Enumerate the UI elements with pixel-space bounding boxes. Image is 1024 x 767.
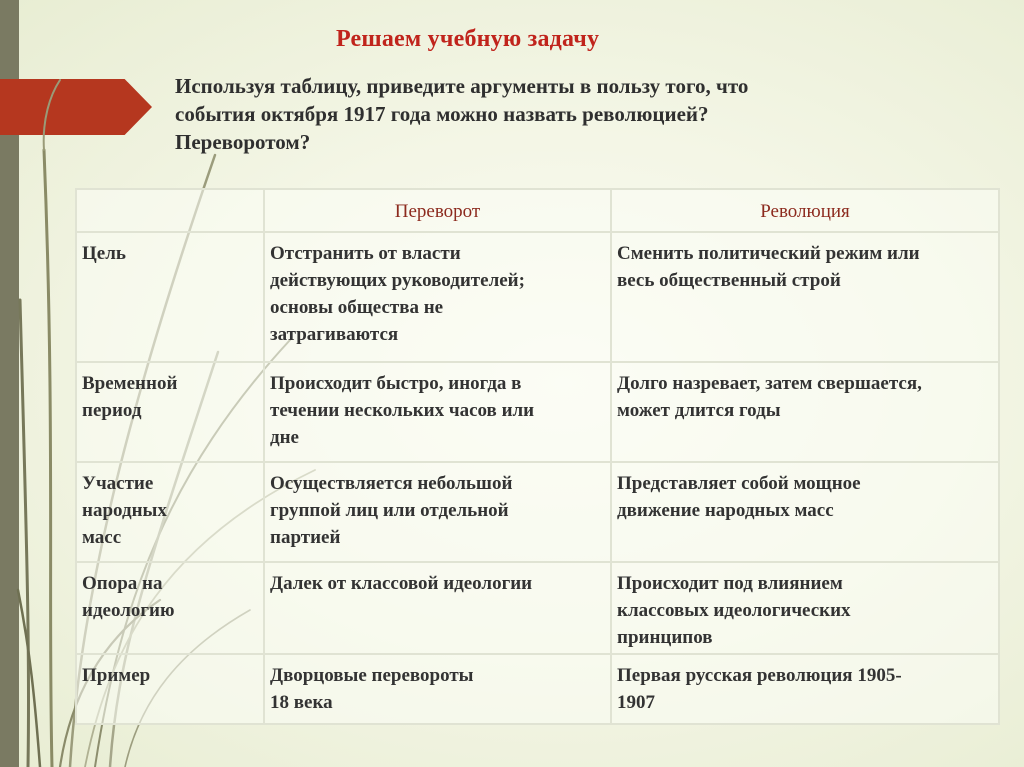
cell-line: Цель: [82, 243, 126, 264]
cell-line: основы общества не: [270, 297, 444, 318]
cell-line: дне: [270, 427, 299, 448]
cell-line: Осуществляется небольшой: [270, 473, 513, 494]
cell-line: идеологию: [82, 600, 175, 621]
comparison-table-wrapper: [75, 188, 998, 725]
red-arrow-shape: [0, 79, 152, 135]
header-revolution: Революция: [611, 189, 999, 232]
cell-line: партией: [270, 527, 341, 548]
cell-line: Первая русская революция 1905-: [617, 665, 902, 686]
table-row: [76, 562, 999, 654]
revolution-cell: [611, 362, 999, 462]
coup-cell: [264, 232, 611, 362]
cell-line: народных: [82, 500, 167, 521]
cell-line: Дворцовые перевороты: [270, 665, 474, 686]
comparison-table: [75, 188, 1000, 725]
table-row: [76, 462, 999, 562]
row-label-cell: [76, 232, 264, 362]
cell-line: 18 века: [270, 692, 333, 713]
cell-line: Представляет собой мощное: [617, 473, 861, 494]
header-empty-cell: [76, 189, 264, 232]
cell-line: период: [82, 400, 142, 421]
table-header-row: [76, 189, 999, 232]
revolution-cell: [611, 462, 999, 562]
cell-line: классовых идеологических: [617, 600, 851, 621]
cell-line: Происходит быстро, иногда в: [270, 373, 522, 394]
row-label-cell: [76, 362, 264, 462]
row-label-cell: [76, 654, 264, 724]
task-line: Переворотом?: [175, 130, 311, 154]
cell-line: принципов: [617, 627, 713, 648]
cell-line: движение народных масс: [617, 500, 834, 521]
coup-cell: [264, 654, 611, 724]
revolution-cell: [611, 562, 999, 654]
cell-line: масс: [82, 527, 122, 548]
task-text: [175, 72, 935, 156]
cell-line: 1907: [617, 692, 655, 713]
revolution-cell: [611, 654, 999, 724]
cell-line: Долго назревает, затем свершается,: [617, 373, 922, 394]
table-row: [76, 654, 999, 724]
task-line: Используя таблицу, приведите аргументы в пользу того, что: [175, 74, 749, 98]
cell-line: Отстранить от власти: [270, 243, 461, 264]
cell-line: Участие: [82, 473, 154, 494]
table-row: [76, 362, 999, 462]
cell-line: Пример: [82, 665, 151, 686]
cell-line: Временной: [82, 373, 178, 394]
cell-line: затрагиваются: [270, 324, 399, 345]
cell-line: Далек от классовой идеологии: [270, 573, 533, 594]
cell-line: группой лиц или отдельной: [270, 500, 509, 521]
cell-line: Происходит под влиянием: [617, 573, 843, 594]
cell-line: весь общественный строй: [617, 270, 841, 291]
table-row: [76, 232, 999, 362]
revolution-cell: [611, 232, 999, 362]
coup-cell: [264, 462, 611, 562]
cell-line: Опора на: [82, 573, 163, 594]
row-label-cell: [76, 562, 264, 654]
cell-line: может длится годы: [617, 400, 781, 421]
cell-line: течении нескольких часов или: [270, 400, 535, 421]
coup-cell: [264, 362, 611, 462]
cell-line: действующих руководителей;: [270, 270, 525, 291]
row-label-cell: [76, 462, 264, 562]
slide-title: Решаем учебную задачу: [336, 26, 600, 52]
header-coup: Переворот: [264, 189, 611, 232]
coup-cell: [264, 562, 611, 654]
cell-line: Сменить политический режим или: [617, 243, 920, 264]
task-line: события октября 1917 года можно назвать революцией?: [175, 102, 709, 126]
